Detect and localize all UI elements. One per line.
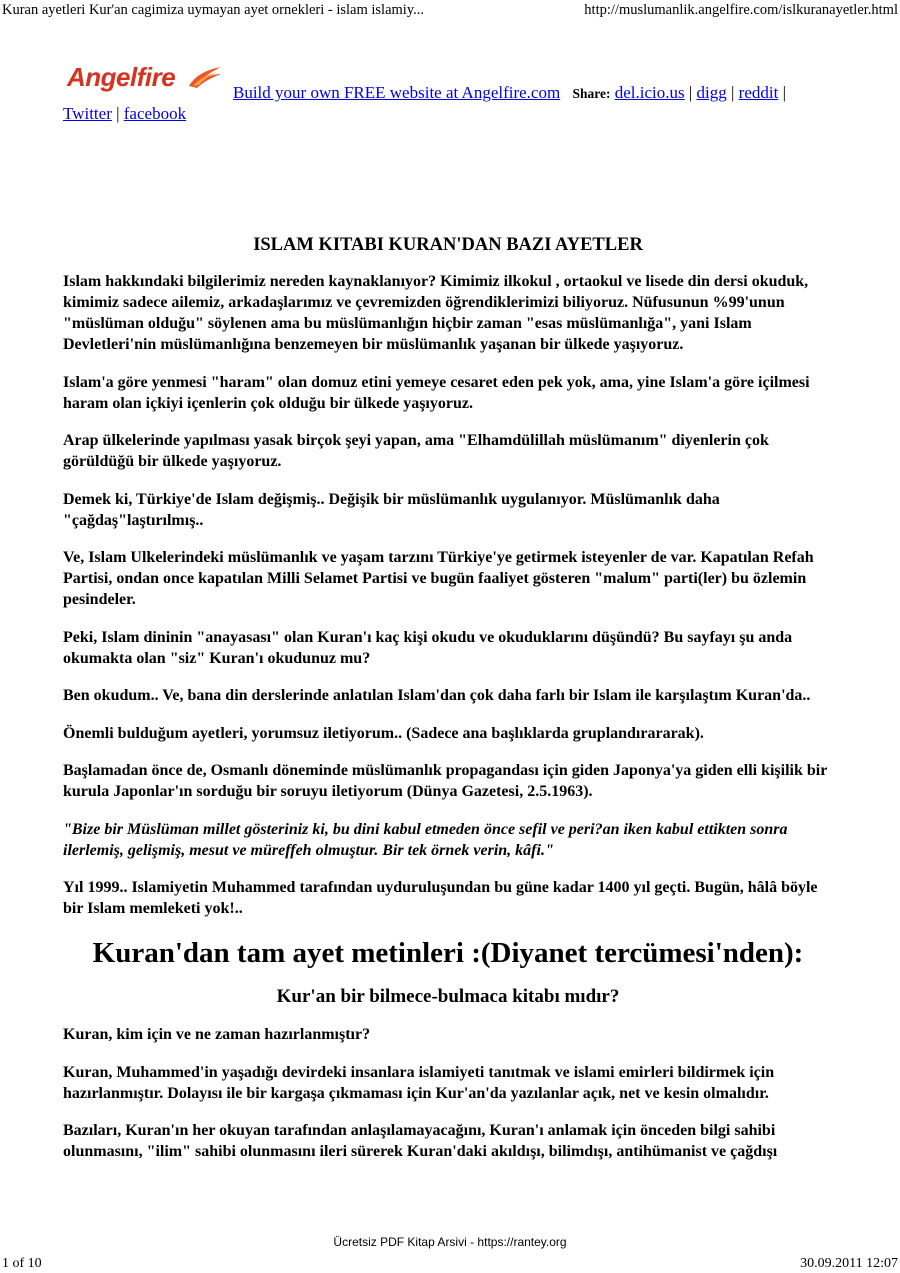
print-page-url: http://muslumanlik.angelfire.com/islkuranayetler.html [584,2,898,18]
article-paragraph: Önemli bulduğum ayetleri, yorumsuz iletiyorum.. (Sadece ana başlıklarda gruplandırararak). [63,724,704,742]
banner-line-secondary [63,103,186,125]
share-separator: | [731,83,735,102]
article-paragraph: Başlamadan önce de, Osmanlı döneminde müslümanlık propagandası için giden Japonya'ya giden elli kişilik bir kurula Japonlar'ın sorduğu bir soruyu iletiyorum (Dünya Gazetesi, 2.5.1963). [63,762,828,800]
print-page-title: Kuran ayetleri Kur'an cagimiza uymayan ayet ornekleri - islam islamiy... [2,2,425,18]
closing-paragraph: Yıl 1999.. Islamiyetin Muhammed tarafından uyduruluşundan bu güne kadar 1400 yıl geçti. Bugün, hâlâ böyle bir Islam memleketi yok!.. [63,879,818,917]
article-paragraph: Ve, Islam Ulkelerindeki müslümanlık ve yaşam tarzını Türkiye'ye getirmek isteyenler de var. Kapatılan Refah Partisi, ondan once kapatılan Milli Selamet Partisi ve bugün faaliyet gösteren "malum" parti(ler) bu özlemin pesindeler. [63,549,814,608]
article-paragraph: Ben okudum.. Ve, bana din derslerinde anlatılan Islam'dan çok daha farlı bir Islam ile karşılaştım Kuran'da.. [63,687,811,704]
build-website-link[interactable]: Build your own FREE website at Angelfire.com [233,83,561,102]
article-paragraph: Islam hakkındaki bilgilerimiz nereden kaynaklanıyor? Kimimiz ilkokul , ortaokul ve lisede din dersi okuduk, kimimiz sadece ailemiz, arkadaşlarımız ve çevremizden öğrendiklerimizi biliyoruz. Nüfusunun %99'unun "müslüman olduğu" söylenen ama bu müslümanlığın hiçbir zaman "esas müslümanlığa", yani Islam Devletleri'nin müslümanlığına benzemeyen bir müslümanlık yaşanan bir ülkede yaşıyoruz. [63,273,809,353]
article-content [63,232,833,1179]
flame-icon [187,64,223,90]
subsection-title: Kur'an bir bilmece-bulmaca kitabı mıdır? [276,986,620,1007]
japanese-quote: "Bize bir Müslüman millet gösteriniz ki, bu dini kabul etmeden önce sefil ve peri?an iken kabul ettikten sonra ilerlemiş, gelişmiş, mesut ve müreffeh olmuştur. Bir tek örnek verin, kâfi." [63,820,788,859]
page-number: 1 of 10 [2,1256,42,1271]
banner-line-primary [233,82,786,105]
share-separator: | [782,83,786,102]
article-paragraph: Demek ki, Türkiye'de Islam değişmiş.. Değişik bir müslümanlık uygulanıyor. Müslümanlık daha "çağdaş"laştırılmış.. [63,490,720,529]
share-reddit-link[interactable]: reddit [738,83,779,102]
section-title: Kuran'dan tam ayet metinleri :(Diyanet tercümesi'nden): [92,937,804,969]
section-paragraph: Kuran, Muhammed'in yaşadığı devirdeki insanlara islamiyeti tanıtmak ve islami emirleri bildirmek için hazırlanmıştır. Dolayısı ile bir kargaşa çıkmaması için Kur'an'da yazılanlar açık, net ve kesin olmalıdır. [63,1063,775,1102]
share-label: Share: [572,86,611,101]
print-page-bottom [0,1254,900,1273]
print-header [0,0,900,20]
angelfire-logo-text: Angelfire [67,62,176,92]
share-digg-link[interactable]: digg [696,83,727,102]
watermark-footer: Ücretsiz PDF Kitap Arsivi - https://rantey.org [333,1235,567,1249]
share-facebook-link[interactable]: facebook [123,104,187,123]
print-datetime: 30.09.2011 12:07 [800,1256,898,1271]
article-paragraph: Arap ülkelerinde yapılması yasak birçok şeyi yapan, ama "Elhamdülillah müslümanım" diyenlerin çok görüldüğü bir ülkede yaşıyoruz. [63,432,769,470]
share-twitter-link[interactable]: Twitter [63,104,112,123]
share-delicious-link[interactable]: del.icio.us [614,83,685,102]
share-separator: | [116,104,120,123]
share-separator: | [688,83,693,102]
section-paragraph: Kuran, kim için ve ne zaman hazırlanmıştır? [63,1026,371,1043]
article-paragraph: Islam'a göre yenmesi "haram" olan domuz etini yemeye cesaret eden pek yok, ama, yine Islam'a göre içilmesi haram olan içkiyi içenlerin çok olduğu bir ülkede yaşıyoruz. [63,373,810,412]
article-title: ISLAM KITABI KURAN'DAN BAZI AYETLER [253,235,643,255]
section-paragraph: Bazıları, Kuran'ın her okuyan tarafından anlaşılamayacağını, Kuran'ı anlamak için önceden bilgi sahibi olunmasını, "ilim" sahibi olunmasını ileri sürerek Kuran'daki akıldışı, bilimdışı, antihümanist ve çağdışı [63,1122,778,1160]
angelfire-logo[interactable] [67,62,227,102]
angelfire-banner [63,62,863,132]
article-paragraph: Peki, Islam dininin "anayasası" olan Kuran'ı kaç kişi okudu ve okuduklarını düşündü? Bu sayfayı şu anda okumakta olan "siz" Kuran'ı okudunuz mu? [63,628,793,667]
